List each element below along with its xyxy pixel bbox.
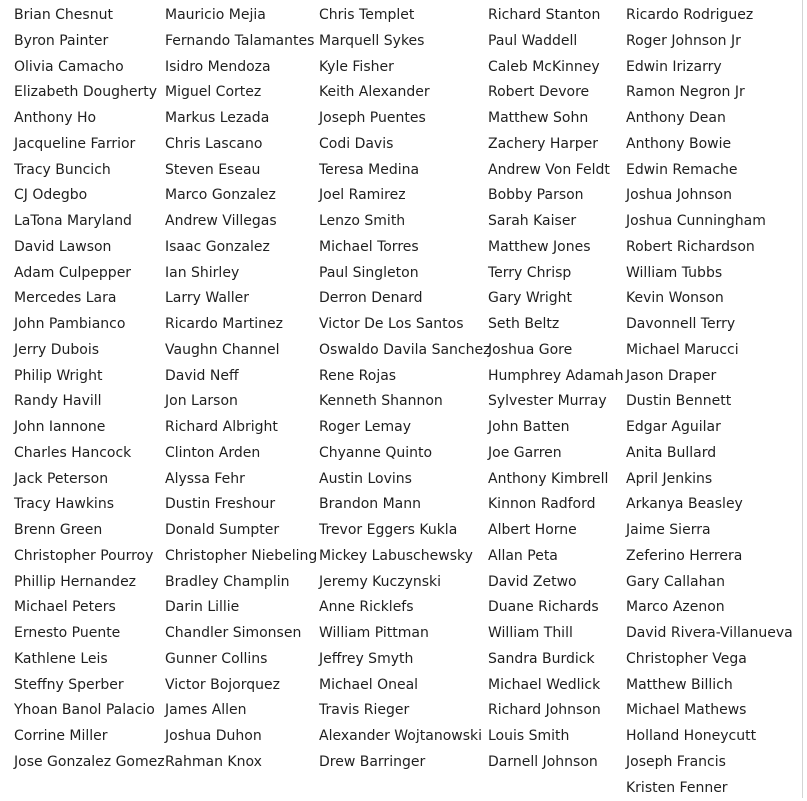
name-entry: Adam Culpepper xyxy=(14,261,165,287)
name-entry: Brenn Green xyxy=(14,518,165,544)
name-entry: Holland Honeycutt xyxy=(626,724,793,750)
name-entry: Christopher Pourroy xyxy=(14,544,165,570)
name-entry: Paul Singleton xyxy=(319,261,490,287)
name-entry: Joseph Puentes xyxy=(319,106,490,132)
name-entry: Trevor Eggers Kukla xyxy=(319,518,490,544)
name-entry: Edgar Aguilar xyxy=(626,415,793,441)
names-column-5 xyxy=(626,3,793,801)
name-entry: Andrew Von Feldt xyxy=(488,158,623,184)
name-entry: Kinnon Radford xyxy=(488,492,623,518)
name-entry: Christopher Niebeling xyxy=(165,544,317,570)
name-entry: Matthew Sohn xyxy=(488,106,623,132)
name-entry: Isidro Mendoza xyxy=(165,55,317,81)
name-entry: Jon Larson xyxy=(165,389,317,415)
name-entry: Darin Lillie xyxy=(165,595,317,621)
name-entry: Jason Draper xyxy=(626,364,793,390)
name-entry: Roger Johnson Jr xyxy=(626,29,793,55)
name-entry: Robert Richardson xyxy=(626,235,793,261)
name-entry: William Thill xyxy=(488,621,623,647)
name-entry: Codi Davis xyxy=(319,132,490,158)
name-entry: Dustin Bennett xyxy=(626,389,793,415)
name-entry: Miguel Cortez xyxy=(165,80,317,106)
name-entry: Chris Lascano xyxy=(165,132,317,158)
name-entry: Brian Chesnut xyxy=(14,3,165,29)
name-entry: Vaughn Channel xyxy=(165,338,317,364)
name-entry: Philip Wright xyxy=(14,364,165,390)
name-entry: Mickey Labuschewsky xyxy=(319,544,490,570)
name-entry: Zachery Harper xyxy=(488,132,623,158)
name-entry: Larry Waller xyxy=(165,286,317,312)
name-entry: Joshua Duhon xyxy=(165,724,317,750)
name-entry: Anthony Kimbrell xyxy=(488,467,623,493)
name-entry: Rene Rojas xyxy=(319,364,490,390)
name-entry: Michael Wedlick xyxy=(488,673,623,699)
name-entry: Dustin Freshour xyxy=(165,492,317,518)
name-entry: Tracy Buncich xyxy=(14,158,165,184)
name-entry: Marco Gonzalez xyxy=(165,183,317,209)
name-entry: Kevin Wonson xyxy=(626,286,793,312)
name-entry: Sarah Kaiser xyxy=(488,209,623,235)
name-entry: Tracy Hawkins xyxy=(14,492,165,518)
name-entry: Allan Peta xyxy=(488,544,623,570)
name-entry: Steven Eseau xyxy=(165,158,317,184)
name-entry: Fernando Talamantes xyxy=(165,29,317,55)
name-entry: Olivia Camacho xyxy=(14,55,165,81)
name-entry: Arkanya Beasley xyxy=(626,492,793,518)
name-entry: Richard Johnson xyxy=(488,698,623,724)
name-entry: Richard Albright xyxy=(165,415,317,441)
name-entry: Michael Marucci xyxy=(626,338,793,364)
name-entry: Victor Bojorquez xyxy=(165,673,317,699)
name-entry: Ricardo Rodriguez xyxy=(626,3,793,29)
name-entry: Darnell Johnson xyxy=(488,750,623,776)
name-entry: Joshua Cunningham xyxy=(626,209,793,235)
name-entry: Phillip Hernandez xyxy=(14,570,165,596)
name-entry: Teresa Medina xyxy=(319,158,490,184)
name-entry: Anthony Bowie xyxy=(626,132,793,158)
name-entry: Marquell Sykes xyxy=(319,29,490,55)
name-entry: Steffny Sperber xyxy=(14,673,165,699)
name-entry: Joseph Francis xyxy=(626,750,793,776)
name-entry: Byron Painter xyxy=(14,29,165,55)
name-entry: Joshua Gore xyxy=(488,338,623,364)
name-entry: Charles Hancock xyxy=(14,441,165,467)
name-entry: Kristen Fenner xyxy=(626,776,793,801)
name-entry: Jose Gonzalez Gomez xyxy=(14,750,165,776)
name-entry: CJ Odegbo xyxy=(14,183,165,209)
name-entry: Michael Mathews xyxy=(626,698,793,724)
name-entry: Bradley Champlin xyxy=(165,570,317,596)
name-entry: Sylvester Murray xyxy=(488,389,623,415)
name-entry: Matthew Billich xyxy=(626,673,793,699)
name-entry: Joe Garren xyxy=(488,441,623,467)
name-entry: Jeffrey Smyth xyxy=(319,647,490,673)
name-entry: Kathlene Leis xyxy=(14,647,165,673)
name-entry: Roger Lemay xyxy=(319,415,490,441)
name-entry: Christopher Vega xyxy=(626,647,793,673)
name-entry: William Pittman xyxy=(319,621,490,647)
name-entry: Jaime Sierra xyxy=(626,518,793,544)
name-entry: John Batten xyxy=(488,415,623,441)
name-entry: Zeferino Herrera xyxy=(626,544,793,570)
name-entry: Donald Sumpter xyxy=(165,518,317,544)
name-entry: Keith Alexander xyxy=(319,80,490,106)
name-entry: Michael Oneal xyxy=(319,673,490,699)
name-entry: Travis Rieger xyxy=(319,698,490,724)
name-entry: Sandra Burdick xyxy=(488,647,623,673)
name-entry: Yhoan Banol Palacio xyxy=(14,698,165,724)
name-entry: David Neff xyxy=(165,364,317,390)
name-entry: Terry Chrisp xyxy=(488,261,623,287)
name-entry: Michael Peters xyxy=(14,595,165,621)
name-entry: Markus Lezada xyxy=(165,106,317,132)
names-column-4 xyxy=(488,3,623,776)
name-entry: Clinton Arden xyxy=(165,441,317,467)
name-entry: Anne Ricklefs xyxy=(319,595,490,621)
name-entry: Anita Bullard xyxy=(626,441,793,467)
name-entry: Derron Denard xyxy=(319,286,490,312)
name-entry: Isaac Gonzalez xyxy=(165,235,317,261)
name-entry: Edwin Remache xyxy=(626,158,793,184)
name-entry: David Zetwo xyxy=(488,570,623,596)
name-entry: Lenzo Smith xyxy=(319,209,490,235)
name-entry: David Lawson xyxy=(14,235,165,261)
name-entry: Matthew Jones xyxy=(488,235,623,261)
name-entry: Brandon Mann xyxy=(319,492,490,518)
name-entry: Oswaldo Davila Sanchez xyxy=(319,338,490,364)
name-entry: Chandler Simonsen xyxy=(165,621,317,647)
name-entry: Ernesto Puente xyxy=(14,621,165,647)
name-entry: Jack Peterson xyxy=(14,467,165,493)
name-entry: Edwin Irizarry xyxy=(626,55,793,81)
name-entry: Caleb McKinney xyxy=(488,55,623,81)
name-entry: William Tubbs xyxy=(626,261,793,287)
name-entry: Victor De Los Santos xyxy=(319,312,490,338)
name-entry: Drew Barringer xyxy=(319,750,490,776)
names-column-1 xyxy=(14,3,165,776)
name-entry: Alexander Wojtanowski xyxy=(319,724,490,750)
name-entry: Kyle Fisher xyxy=(319,55,490,81)
name-entry: Anthony Dean xyxy=(626,106,793,132)
name-entry: Gary Wright xyxy=(488,286,623,312)
name-entry: Elizabeth Dougherty xyxy=(14,80,165,106)
name-entry: Gary Callahan xyxy=(626,570,793,596)
sheet-border xyxy=(802,0,803,798)
name-entry: Davonnell Terry xyxy=(626,312,793,338)
name-entry: LaTona Maryland xyxy=(14,209,165,235)
names-column-3 xyxy=(319,3,490,776)
name-entry: Austin Lovins xyxy=(319,467,490,493)
name-entry: Joel Ramirez xyxy=(319,183,490,209)
name-entry: John Pambianco xyxy=(14,312,165,338)
name-entry: April Jenkins xyxy=(626,467,793,493)
name-entry: Ramon Negron Jr xyxy=(626,80,793,106)
name-entry: Richard Stanton xyxy=(488,3,623,29)
name-entry: Corrine Miller xyxy=(14,724,165,750)
name-entry: Robert Devore xyxy=(488,80,623,106)
name-entry: Michael Torres xyxy=(319,235,490,261)
name-entry: Jerry Dubois xyxy=(14,338,165,364)
name-entry: Kenneth Shannon xyxy=(319,389,490,415)
name-entry: Bobby Parson xyxy=(488,183,623,209)
name-entry: Duane Richards xyxy=(488,595,623,621)
name-entry: Gunner Collins xyxy=(165,647,317,673)
name-entry: Jeremy Kuczynski xyxy=(319,570,490,596)
name-entry: David Rivera-Villanueva xyxy=(626,621,793,647)
name-entry: Rahman Knox xyxy=(165,750,317,776)
name-entry: Ricardo Martinez xyxy=(165,312,317,338)
name-entry: Albert Horne xyxy=(488,518,623,544)
name-entry: Joshua Johnson xyxy=(626,183,793,209)
names-column-2 xyxy=(165,3,317,776)
name-entry: Alyssa Fehr xyxy=(165,467,317,493)
name-entry: John Iannone xyxy=(14,415,165,441)
name-entry: Chris Templet xyxy=(319,3,490,29)
name-entry: Randy Havill xyxy=(14,389,165,415)
name-entry: Humphrey Adamah xyxy=(488,364,623,390)
name-entry: Louis Smith xyxy=(488,724,623,750)
name-entry: Seth Beltz xyxy=(488,312,623,338)
name-entry: Mauricio Mejia xyxy=(165,3,317,29)
name-entry: Jacqueline Farrior xyxy=(14,132,165,158)
name-entry: James Allen xyxy=(165,698,317,724)
name-entry: Andrew Villegas xyxy=(165,209,317,235)
name-entry: Paul Waddell xyxy=(488,29,623,55)
name-entry: Marco Azenon xyxy=(626,595,793,621)
name-entry: Mercedes Lara xyxy=(14,286,165,312)
name-entry: Ian Shirley xyxy=(165,261,317,287)
name-entry: Chyanne Quinto xyxy=(319,441,490,467)
name-entry: Anthony Ho xyxy=(14,106,165,132)
